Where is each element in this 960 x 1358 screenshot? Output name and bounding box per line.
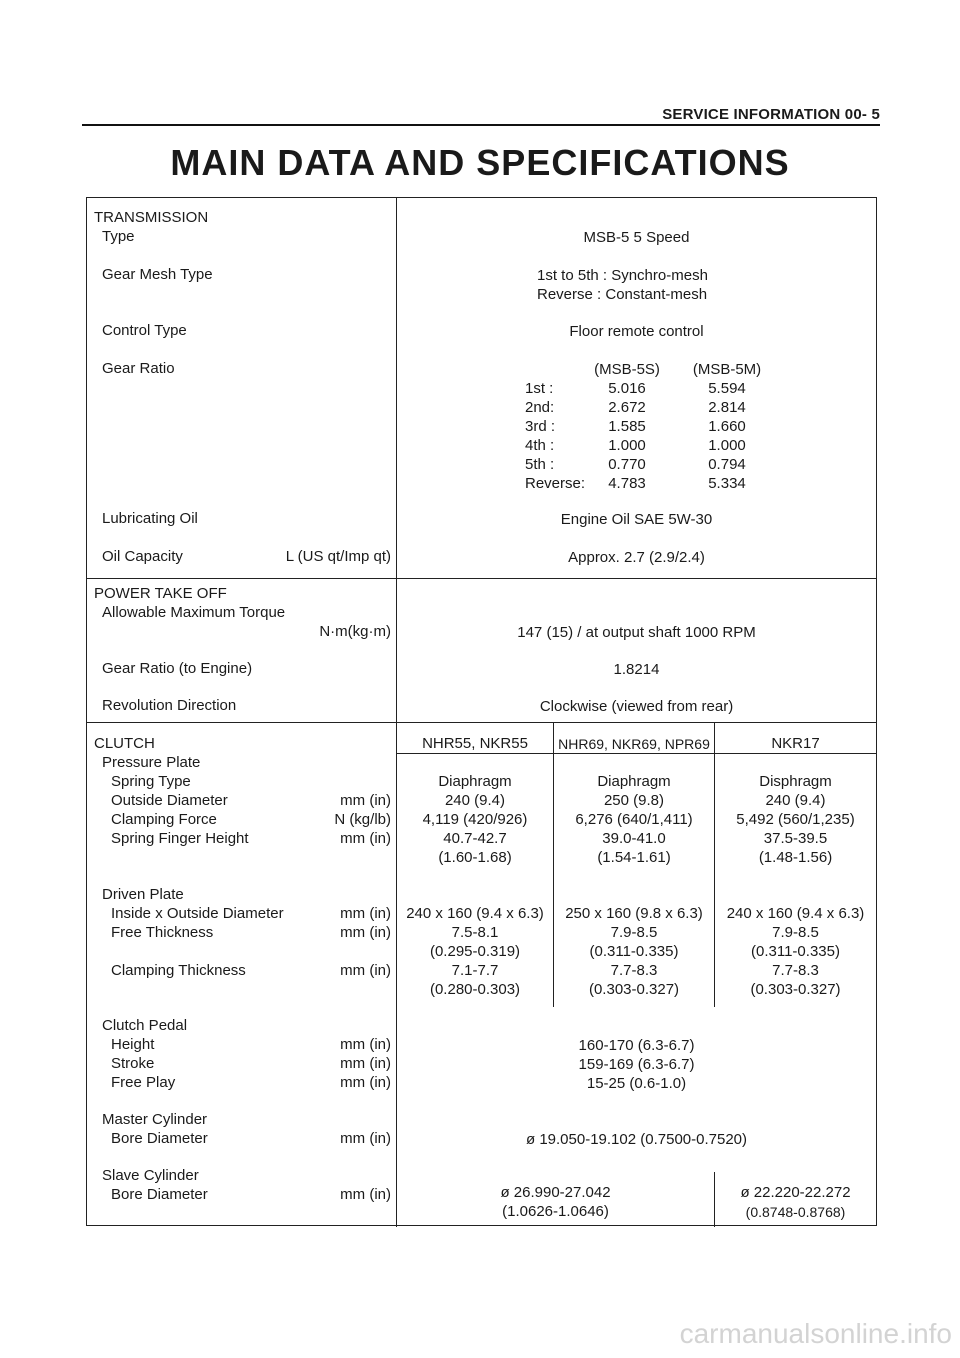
ratio-value: 1.660 [708,418,746,435]
ratio-value: 1.000 [608,437,646,454]
clutch-value: 250 x 160 (9.8 x 6.3) [565,905,703,922]
finger-height-label: Spring Finger Height [111,830,249,847]
clutch-value: (0.303-0.327) [588,981,680,998]
height-label: Height [111,1036,155,1053]
unit-mm: mm (in) [340,1074,391,1091]
clutch-model-divider [396,753,876,754]
ratio-col-msb5s: (MSB-5S) [594,361,660,378]
gear-mesh-label: Gear Mesh Type [102,266,213,283]
clutch-value: Disphragm [759,773,832,790]
unit-mm: mm (in) [340,1036,391,1053]
height-value: 160-170 (6.3-6.7) [578,1037,695,1054]
control-type-value: Floor remote control [569,323,704,340]
transmission-heading: TRANSMISSION [94,209,209,226]
clutch-value: 7.5-8.1 [451,924,499,941]
clutch-value: (0.311-0.335) [751,943,840,960]
ratio-gear: 4th : [525,437,555,454]
model-nhr69: NHR69, NKR69, NPR69 [558,736,710,752]
clutch-value: 7.7-8.3 [610,962,658,979]
clutch-value: Diaphragm [438,773,512,790]
ratio-value: 4.783 [608,475,646,492]
master-bore-label: Bore Diameter [111,1130,208,1147]
clamping-force-label: Clamping Force [111,811,217,828]
ratio-value: 5.334 [708,475,746,492]
spring-type-label: Spring Type [111,773,191,790]
header-rule [82,124,880,126]
clutch-value: 40.7-42.7 [443,830,507,847]
ratio-gear: 3rd : [525,418,556,435]
unit-mm: mm (in) [340,905,391,922]
unit-mm: mm (in) [340,792,391,809]
pressure-plate-label: Pressure Plate [102,754,201,771]
clutch-value: 39.0-41.0 [602,830,666,847]
clutch-value: 5,492 (560/1,235) [736,811,855,828]
stroke-value: 159-169 (6.3-6.7) [578,1056,695,1073]
ratio-gear: 2nd: [525,399,555,416]
clutch-value: 240 x 160 (9.4 x 6.3) [726,905,865,922]
clutch-value: (1.54-1.61) [597,849,671,866]
gear-mesh-value-1: 1st to 5th : Synchro-mesh [537,267,708,284]
control-type-label: Control Type [102,322,187,339]
ratio-value: 1.585 [608,418,646,435]
unit-mm: mm (in) [340,962,391,979]
clutch-value: 7.9-8.5 [772,924,819,941]
clutch-pedal-label: Clutch Pedal [102,1017,188,1034]
spec-table [86,197,877,1226]
torque-unit: N·m(kg·m) [319,623,391,640]
unit-mm: mm (in) [340,1130,391,1147]
pto-ratio-label: Gear Ratio (to Engine) [102,660,253,677]
clutch-value: 250 (9.8) [603,792,665,809]
free-play-value: 15-25 (0.6-1.0) [586,1075,687,1092]
unit-mm: mm (in) [340,830,391,847]
oil-capacity-unit: L (US qt/Imp qt) [285,548,391,565]
clutch-value: (0.311-0.335) [589,943,679,960]
watermark: carmanualsonline.info [679,1318,952,1349]
stroke-label: Stroke [111,1055,155,1072]
clutch-value: 4,119 (420/926) [422,811,528,828]
ratio-value: 0.794 [708,456,746,473]
ratio-value: 2.814 [708,399,746,416]
ratio-value: 1.000 [708,437,746,454]
clutch-value: (0.295-0.319) [429,943,521,960]
free-thickness-label: Free Thickness [111,924,214,941]
oil-capacity-value: Approx. 2.7 (2.9/2.4) [568,549,705,566]
unit-mm: mm (in) [340,924,391,941]
clutch-value: 37.5-39.5 [763,830,828,847]
clutch-heading: CLUTCH [94,735,155,752]
unit-mm: mm (in) [340,1186,391,1203]
lubricating-oil-value: Engine Oil SAE 5W-30 [560,511,713,528]
clutch-value: (0.280-0.303) [429,981,521,998]
model-nkr17: NKR17 [771,735,820,752]
ratio-gear: Reverse: [525,475,586,492]
clamping-thickness-label: Clamping Thickness [111,962,246,979]
ratio-value: 2.672 [608,399,646,416]
pto-heading: POWER TAKE OFF [94,585,227,602]
gear-mesh-value-2: Reverse : Constant-mesh [537,286,708,303]
clutch-value: 7.9-8.5 [610,924,658,941]
section-divider-clutch [87,722,876,723]
ratio-value: 0.770 [608,456,646,473]
ratio-value: 5.594 [708,380,746,397]
lubricating-oil-label: Lubricating Oil [102,510,198,527]
section-header: SERVICE INFORMATION 00- 5 [662,106,880,123]
type-value: MSB-5 5 Speed [583,229,690,246]
ratio-gear: 1st : [525,380,554,397]
torque-label: Allowable Maximum Torque [102,604,286,621]
clutch-value: (1.60-1.68) [438,849,512,866]
torque-value: 147 (15) / at output shaft 1000 RPM [517,624,756,641]
slave-cylinder-label: Slave Cylinder [102,1167,199,1184]
clutch-value: 7.1-7.7 [451,962,499,979]
clutch-value: 240 (9.4) [444,792,506,809]
ratio-col-msb5m: (MSB-5M) [692,361,762,378]
slave-bore-value-b: ø 22.220-22.272 [740,1184,851,1201]
slave-bore-value-a: ø 26.990-27.042 [500,1184,611,1201]
ratio-gear: 5th : [525,456,555,473]
unit-mm: mm (in) [340,1055,391,1072]
page-title: MAIN DATA AND SPECIFICATIONS [170,142,790,183]
clutch-value: 240 x 160 (9.4 x 6.3) [406,905,544,922]
clutch-value: (1.48-1.56) [758,849,833,866]
gear-ratio-label: Gear Ratio [102,360,175,377]
model-nhr55: NHR55, NKR55 [422,735,528,752]
clutch-value: 7.7-8.3 [772,962,819,979]
clutch-value: 6,276 (640/1,411) [575,811,693,828]
clutch-value: (0.303-0.327) [750,981,841,998]
type-label: Type [102,228,135,245]
slave-bore-label: Bore Diameter [111,1186,208,1203]
section-divider-pto [87,578,876,579]
slave-bore-value-a-in: (1.0626-1.0646) [502,1203,609,1220]
direction-value: Clockwise (viewed from rear) [539,698,734,715]
free-play-label: Free Play [111,1074,176,1091]
oil-capacity-label: Oil Capacity [102,548,183,565]
driven-plate-label: Driven Plate [102,886,184,903]
direction-label: Revolution Direction [102,697,237,714]
master-cylinder-label: Master Cylinder [102,1111,208,1128]
slave-bore-value-b-in: (0.8748-0.8768) [745,1204,846,1220]
inside-outside-label: Inside x Outside Diameter [111,905,284,922]
outside-diameter-label: Outside Diameter [111,792,228,809]
unit-n: N (kg/lb) [334,811,391,828]
clutch-value: Diaphragm [597,773,671,790]
clutch-value: 240 (9.4) [765,792,826,809]
master-bore-value: ø 19.050-19.102 (0.7500-0.7520) [526,1131,747,1148]
ratio-value: 5.016 [608,380,646,397]
pto-ratio-value: 1.8214 [613,661,660,678]
